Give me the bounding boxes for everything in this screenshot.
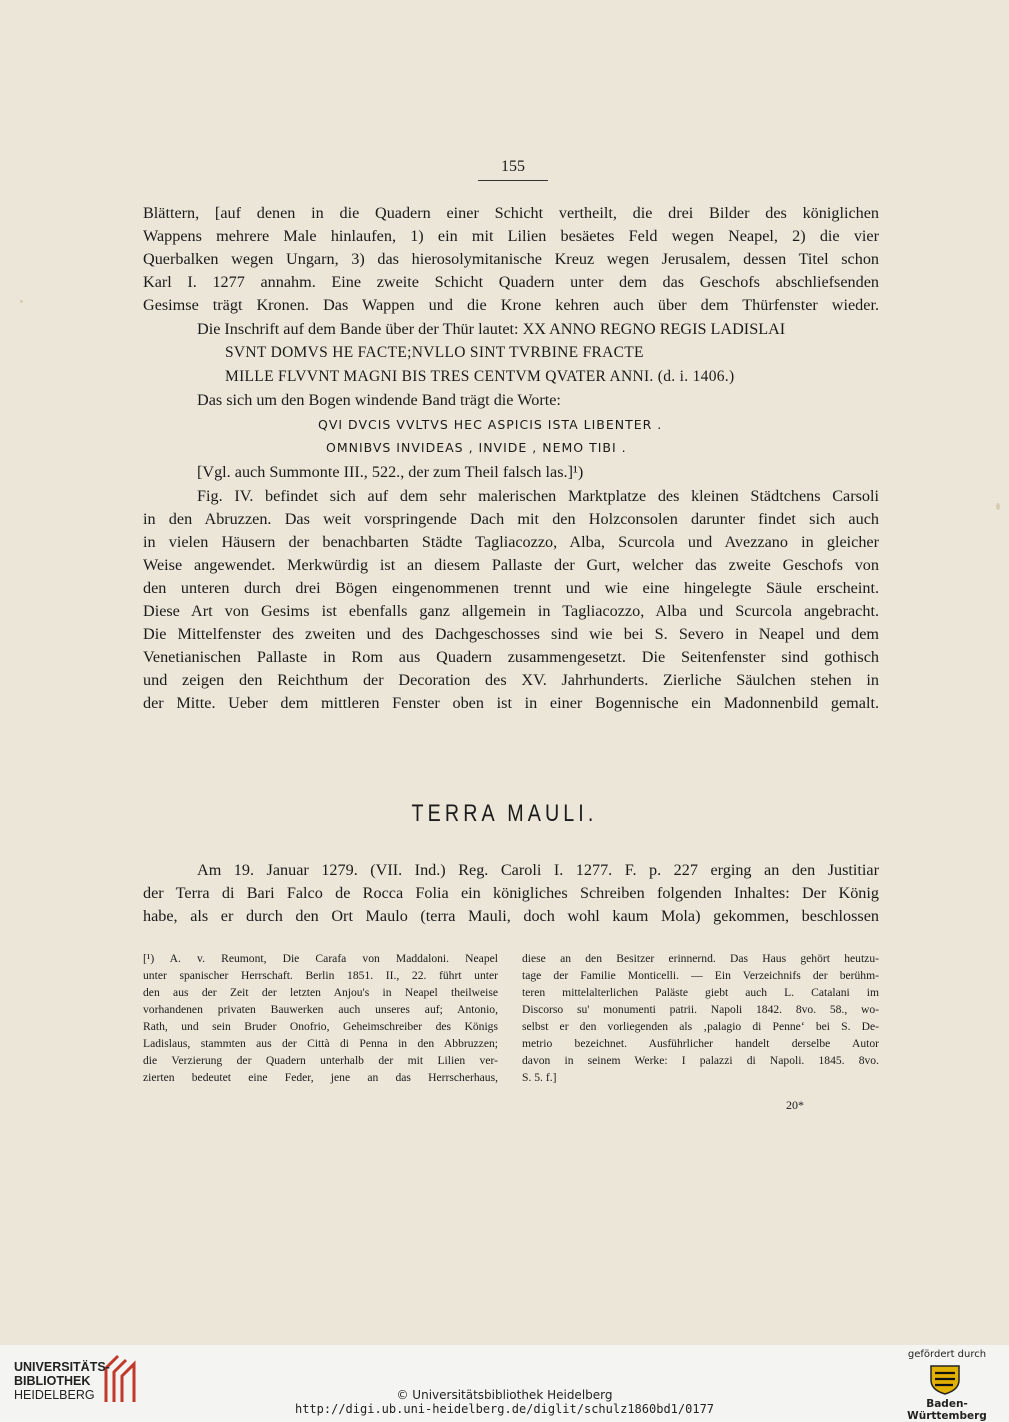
library-name-line2: BIBLIOTHEK — [14, 1374, 91, 1388]
copyright-notice: © Universitätsbibliothek Heidelberg — [396, 1388, 613, 1402]
sponsor-label: gefördert durch — [907, 1349, 987, 1360]
permalink[interactable]: http://digi.ub.uni-heidelberg.de/diglit/schulz1860bd1/0177 — [294, 1402, 715, 1416]
footnote-line: [¹) A. v. Reumont, Die Carafa von Maddaloni. Neapel — [143, 952, 498, 965]
body-line: der Mitte. Ueber dem mittleren Fenster oben ist in einer Bogennische ein Madonnenbild gemalt. — [143, 694, 879, 712]
footnote-line: davon in seinem Werke: I palazzi di Napoli. 1845. 8vo. — [522, 1054, 879, 1067]
body-line: Diese Art von Gesims ist ebenfalls ganz allgemein in Tagliacozzo, Alba und Scurcola angebracht. — [143, 602, 879, 620]
inscription-line: SVNT DOMVS HE FACTE;NVLLO SINT TVRBINE FRACTE — [225, 344, 644, 361]
footnote-line: den aus der Zeit der letzten Anjou's in Neapel theilweise — [143, 986, 498, 999]
band-intro: Das sich um den Bogen windende Band trägt die Worte: — [197, 391, 561, 409]
body-line: Weise angewendet. Merkwürdig ist an diesem Pallaste der Gurt, welcher das zweite Geschofs von — [143, 556, 879, 574]
footnote-line: Rath, und sein Bruder Onofrio, Geheimschreiber des Königs — [143, 1020, 498, 1033]
body-line: Gesimse trägt Kronen. Das Wappen und die Krone kehren auch über dem Thürfenster wieder. — [143, 296, 879, 314]
body-line: und zeigen den Reichthum der Decoration des XV. Jahrhunderts. Zierliche Säulchen stehen in — [143, 671, 879, 689]
body-line: Karl I. 1277 annahm. Eine zweite Schicht Quadern unter dem das Geschofs abschliefsenden — [143, 273, 879, 291]
body-line: habe, als er durch den Ort Maulo (terra Mauli, doch wohl kaum Mola) gekommen, beschlossen — [143, 907, 879, 925]
inscription-line: MILLE FLVVNT MAGNI BIS TRES CENTVM QVATER ANNI. (d. i. 1406.) — [225, 368, 735, 385]
sponsor-name: Baden-Württemberg — [907, 1398, 987, 1422]
body-line: Die Mittelfenster des zweiten und des Dachgeschosses sind wie bei S. Severo in Neapel und dem — [143, 625, 879, 643]
body-line: den unteren durch drei Bögen eingenommenen trennt und wie eine hingelegte Säule erscheint. — [143, 579, 879, 597]
body-line: Wappens mehrere Male hinlaufen, 1) ein mit Lilien besäetes Feld wegen Neapel, 2) die vier — [143, 227, 879, 245]
footnote-line: vorhandenen privaten Bauwerken auch unseres auf; Antonio, — [143, 1003, 498, 1016]
body-line: Blättern, [auf denen in die Quadern einer Schicht vertheilt, die drei Bilder des königlichen — [143, 204, 879, 222]
body-line: Venetianischen Pallaste in Rom aus Quadern zusammengesetzt. Die Seitenfenster sind gothisch — [143, 648, 879, 666]
footnote-line: Discorso su' monumenti patrii. Napoli 1842. 8vo. 58., wo- — [522, 1003, 879, 1016]
footnote-line: tage der Familie Monticelli. — Ein Verzeichnifs der berühm- — [522, 969, 879, 982]
inscription-intro: Die Inschrift auf dem Bande über der Thür lautet: XX ANNO REGNO REGIS LADISLAI — [197, 320, 786, 338]
body-line: der Terra di Bari Falco de Rocca Folia ein königliches Schreiben folgenden Inhaltes: Der König — [143, 884, 879, 902]
footnote-line: S. 5. f.] — [522, 1071, 557, 1084]
footnote-line: zierten bedeutet eine Feder, jene an das Herrscherhaus, — [143, 1071, 498, 1084]
band-text-line: QVI DVCIS VVLTVS HEC ASPICIS ISTA LIBENTER . — [318, 417, 663, 432]
library-name-line3: HEIDELBERG — [14, 1388, 95, 1402]
section-heading: TERRA MAULI. — [411, 800, 598, 827]
band-text-line: OMNIBVS INVIDEAS , INVIDE , NEMO TIBI . — [326, 440, 627, 455]
body-line: in den Abruzzen. Das weit vorspringende Dach mit den Holzconsolen darunter findet sich auch — [143, 510, 879, 528]
footnote-line: unter spanischer Herrschaft. Berlin 1851. II., 22. führt unter — [143, 969, 498, 982]
signature-mark: 20* — [786, 1098, 804, 1112]
footnote-line: Ladislaus, stammten aus der Città di Penna in den Abbruzzen; — [143, 1037, 498, 1050]
body-line: in vielen Häusern der benachbarten Städte Tagliacozzo, Alba, Scurcola und Avezzano in gleicher — [143, 533, 879, 551]
body-line: Am 19. Januar 1279. (VII. Ind.) Reg. Caroli I. 1277. F. p. 227 erging an den Justitiar — [197, 861, 879, 879]
body-line: Fig. IV. befindet sich auf dem sehr malerischen Marktplatze des kleinen Städtchens Carsoli — [197, 487, 879, 505]
library-name-line1: UNIVERSITÄTS- — [14, 1360, 110, 1374]
page-number: 155 — [501, 158, 525, 175]
body-line: Querbalken wegen Ungarn, 3) das hierosolymitanische Kreuz wegen Jerusalem, dessen Titel schon — [143, 250, 879, 268]
footnote-line: teren mittelalterlichen Paläste giebt auch L. Catalani im — [522, 986, 879, 999]
footnote-line: diese an den Besitzer erinnernd. Das Haus gehört heutzu- — [522, 952, 879, 965]
footnote-line: metrio bezeichnet. Ausführlicher handelt derselbe Autor — [522, 1037, 879, 1050]
page-number-rule — [478, 180, 548, 181]
state-crest-icon — [927, 1362, 963, 1396]
vgl-note: [Vgl. auch Summonte III., 522., der zum Theil falsch las.]¹) — [197, 463, 584, 481]
footnote-line: selbst er den vorliegenden als ‚palagio di Penne‘ bei S. De- — [522, 1020, 879, 1033]
footnote-line: die Verzierung der Quadern unterhalb der mit Lilien ver- — [143, 1054, 498, 1067]
